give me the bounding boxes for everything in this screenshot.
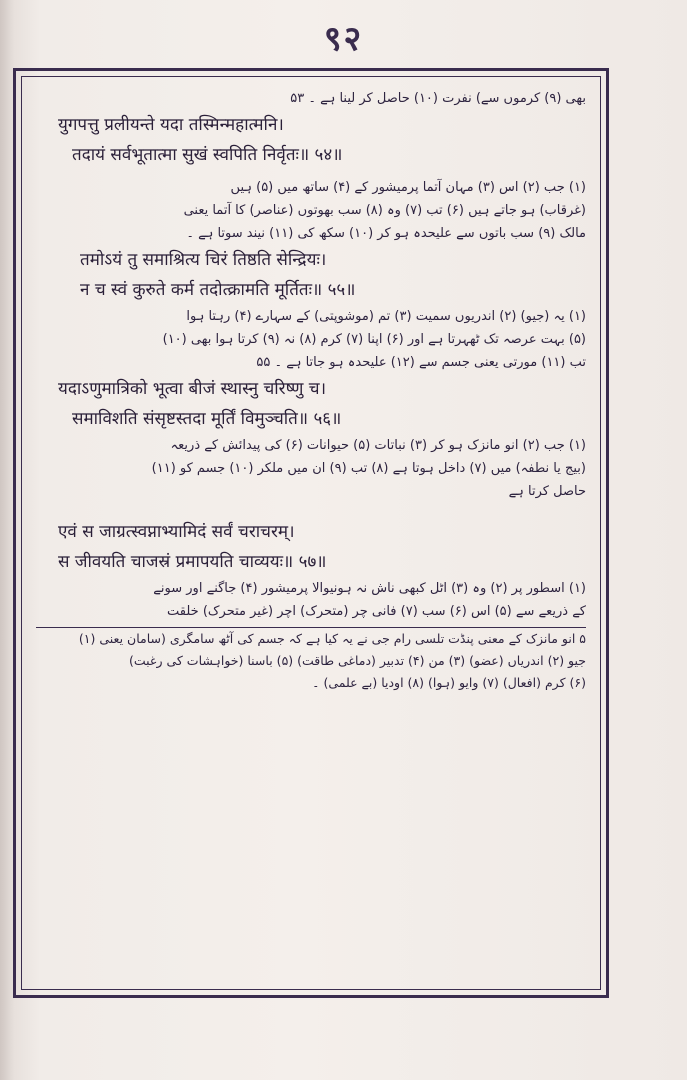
urdu-commentary-line: بھی (۹) کرموں سے) نفرت (۱۰) حاصل کر لینا ہے ۔ ۵۳ (290, 91, 586, 106)
urdu-commentary-line: مالک (۹) سب باتوں سے علیحدہ ہو کر (۱۰) سکھ کی (۱۱) نیند سوتا ہے ۔ (186, 226, 586, 241)
sanskrit-verse-line: युगपत्तु प्रलीयन्ते यदा तस्मिन्महात्मनि। (58, 115, 284, 135)
spacer (36, 503, 586, 517)
sanskrit-verse-line: तमोऽयं तु समाश्रित्य चिरं तिष्ठति सेन्द्रियः। (80, 250, 327, 270)
footnote-line: (۶) کرم (افعال) (۷) وایو (ہوا) (۸) اودیا (بے علمی) ۔ (312, 675, 586, 690)
page-binding (0, 0, 14, 1080)
urdu-commentary-line: کے ذریعے سے (۵) اس (۶) سب (۷) فانی چر (متحرک) اچر (غیر متحرک) خلقت (167, 604, 586, 619)
urdu-commentary-line: (۱) جب (۲) اس (۳) مہان آتما پرمیشور کے (۴) ساتھ میں (۵) ہیں (230, 180, 586, 195)
urdu-commentary-line: (۱) یہ (جیو) (۲) اندریوں سمیت (۳) تم (موشوپتی) کے سہارے (۴) رہتا ہوا (186, 309, 586, 324)
urdu-commentary-line: (۱) جب (۲) انو مانزک ہو کر (۳) نباتات (۵) حیوانات (۶) کی پیدائش کے ذریعہ (170, 438, 586, 453)
urdu-commentary-line: (۵) بہت عرصہ تک ٹھہرتا ہے اور (۶) اپنا (۷) کرم (۸) نہ (۹) کرتا ہوا بھی (۱۰) (162, 332, 586, 347)
page-number: ९२ (323, 19, 364, 59)
urdu-commentary-line: (غرقاب) ہو جاتے ہیں (۶) تب (۷) وہ (۸) سب بھوتوں (عناصر) کا آتما یعنی (183, 203, 586, 218)
urdu-commentary-line: (بیج یا نطفہ) میں (۷) داخل ہوتا ہے (۸) تب (۹) ان میں ملکر (۱۰) جسم کو (۱۱) (151, 461, 586, 476)
urdu-commentary-line: (۱) اسطور پر (۲) وہ (۳) اٹل کبھی ناش نہ ہونیوالا پرمیشور (۴) جاگنے اور سونے (153, 581, 586, 596)
sanskrit-verse-line: स जीवयति चाजस्रं प्रमापयति चाव्ययः॥ ५७॥ (58, 552, 327, 572)
footnote-line: جیو (۲) اندریاں (عضو) (۳) من (۴) تدبیر (دماغی طاقت) (۵) باسنا (خواہشات کی رغبت) (128, 653, 586, 668)
urdu-commentary-line: حاصل کرتا ہے (508, 484, 586, 499)
page-text-frame (21, 76, 601, 990)
sanskrit-verse-line: तदायं सर्वभूतात्मा सुखं स्वपिति निर्वृतः॥ ५४॥ (72, 145, 343, 165)
sanskrit-verse-line: न च स्वं कुरुते कर्म तदोत्क्रामति मूर्तितः॥ ५५॥ (80, 280, 356, 300)
sanskrit-verse-line: एवं स जाग्रत्स्वप्नाभ्यामिदं सर्वं चराचरम्। (58, 522, 295, 542)
footnote-line: ۵ انو مانزک کے معنی پنڈت تلسی رام جی نے یہ کیا ہے کہ جسم کی آٹھ سامگری (سامان یعنی (۱) (78, 631, 586, 646)
urdu-commentary-line: تب (۱۱) مورتی یعنی جسم سے (۱۲) علیحدہ ہو جاتا ہے ۔ ۵۵ (256, 355, 586, 370)
sanskrit-verse-line: यदाऽणुमात्रिको भूत्वा बीजं स्थास्नु चरिष्णु च। (58, 379, 327, 399)
sanskrit-verse-line: समाविशति संसृष्टस्तदा मूर्तिं विमुञ्चति॥ ५६॥ (72, 409, 342, 429)
